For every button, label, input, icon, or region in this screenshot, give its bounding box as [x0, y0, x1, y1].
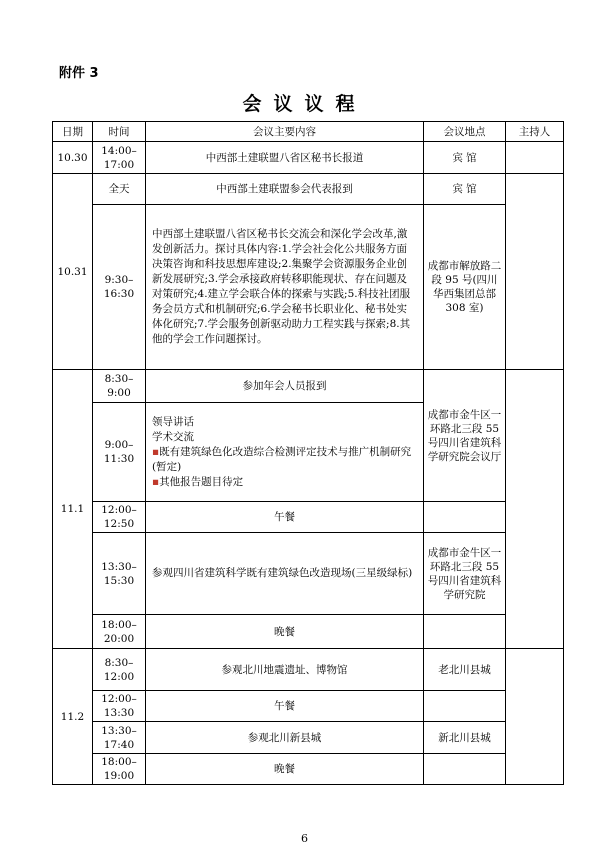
- table-row: [53, 722, 564, 754]
- column-header-host: 主持人: [506, 122, 564, 142]
- time-cell: 9:00–11:30: [93, 403, 146, 502]
- content-line: 领导讲话: [152, 415, 194, 428]
- attachment-label: 附件 3: [59, 66, 99, 81]
- host-cell: [506, 174, 564, 370]
- time-cell: 全天: [93, 174, 146, 205]
- content-cell: 参观北川新县城: [146, 722, 424, 754]
- content-cell: 参加年会人员报到: [146, 370, 424, 403]
- time-cell: 12:00–13:30: [93, 691, 146, 722]
- table-row: [53, 174, 564, 205]
- table-row: [53, 205, 564, 370]
- column-header-location: 会议地点: [424, 122, 506, 142]
- table-row: [53, 691, 564, 722]
- time-cell: 18:00–20:00: [93, 615, 146, 649]
- location-cell: [424, 615, 506, 649]
- table-row: [53, 142, 564, 174]
- host-cell: [506, 142, 564, 174]
- content-cell: [146, 403, 424, 502]
- location-cell: 老北川县城: [424, 649, 506, 691]
- date-cell: 11.1: [53, 370, 93, 649]
- location-cell: 成都市金牛区一环路北三段 55 号四川省建筑科学研究院: [424, 533, 506, 615]
- content-cell: 中西部土建联盟八省区秘书长报道: [146, 142, 424, 174]
- host-cell: [506, 370, 564, 649]
- bullet-text: 既有建筑绿色化改造综合检测评定技术与推广机制研究(暂定): [152, 445, 412, 473]
- content-cell: 中西部土建联盟八省区秘书长交流会和深化学会改革,激发创新活力。探讨具体内容:1.学会社会化公共服务方面决策咨询和科技思想库建设;2.集聚学会资源服务企业创新发展研究;3.学会承接政府转移职能现状、存在问题及对策研究;4.建立学会联合体的探索与实践;5.科技社团服务会员方式和机制研究;6.学会秘书长职业化、秘书处实体化研究;7.学会服务创新驱动助力工程实践与探索;8.其他的学会工作问题探讨。: [146, 205, 424, 370]
- location-cell: 新北川县城: [424, 722, 506, 754]
- column-header-date: 日期: [53, 122, 93, 142]
- bullet-text: 其他报告题目待定: [159, 475, 244, 488]
- location-cell: 宾 馆: [424, 174, 506, 205]
- bullet-item: [152, 475, 417, 490]
- content-cell: 参观北川地震遗址、博物馆: [146, 649, 424, 691]
- location-cell: [424, 754, 506, 785]
- time-cell: 14:00–17:00: [93, 142, 146, 174]
- content-cell: 午餐: [146, 502, 424, 533]
- column-header-content: 会议主要内容: [146, 122, 424, 142]
- time-cell: 8:30–12:00: [93, 649, 146, 691]
- table-row: [53, 615, 564, 649]
- time-cell: 13:30–17:40: [93, 722, 146, 754]
- time-cell: 8:30–9:00: [93, 370, 146, 403]
- time-cell: 9:30–16:30: [93, 205, 146, 370]
- location-cell: [424, 691, 506, 722]
- bullet-item: [152, 445, 417, 475]
- location-cell: [424, 502, 506, 533]
- content-cell: 午餐: [146, 691, 424, 722]
- table-row: [53, 533, 564, 615]
- schedule-table: [52, 121, 564, 785]
- content-line: 学术交流: [152, 430, 194, 443]
- table-row: [53, 370, 564, 403]
- content-cell: 晚餐: [146, 754, 424, 785]
- date-cell: 10.31: [53, 174, 93, 370]
- table-row: [53, 502, 564, 533]
- page-title: 会议议程: [242, 93, 367, 115]
- content-cell: 中西部土建联盟参会代表报到: [146, 174, 424, 205]
- time-cell: 13:30–15:30: [93, 533, 146, 615]
- table-row: [53, 754, 564, 785]
- time-cell: 12:00–12:50: [93, 502, 146, 533]
- content-cell: 晚餐: [146, 615, 424, 649]
- bullet-icon: ▪: [152, 475, 160, 488]
- time-cell: 18:00–19:00: [93, 754, 146, 785]
- column-header-time: 时间: [93, 122, 146, 142]
- date-cell: 11.2: [53, 649, 93, 785]
- table-row: [53, 649, 564, 691]
- host-cell: [506, 649, 564, 785]
- content-cell: 参观四川省建筑科学既有建筑绿色改造现场(三星级绿标): [146, 533, 424, 615]
- table-header-row: [53, 122, 564, 142]
- location-cell: 宾 馆: [424, 142, 506, 174]
- bullet-icon: ▪: [152, 445, 160, 458]
- location-cell: 成都市金牛区一环路北三段 55 号四川省建筑科学研究院会议厅: [424, 370, 506, 502]
- page-number: 6: [301, 832, 308, 845]
- location-cell: 成都市解放路二段 95 号(四川华西集团总部 308 室): [424, 205, 506, 370]
- date-cell: 10.30: [53, 142, 93, 174]
